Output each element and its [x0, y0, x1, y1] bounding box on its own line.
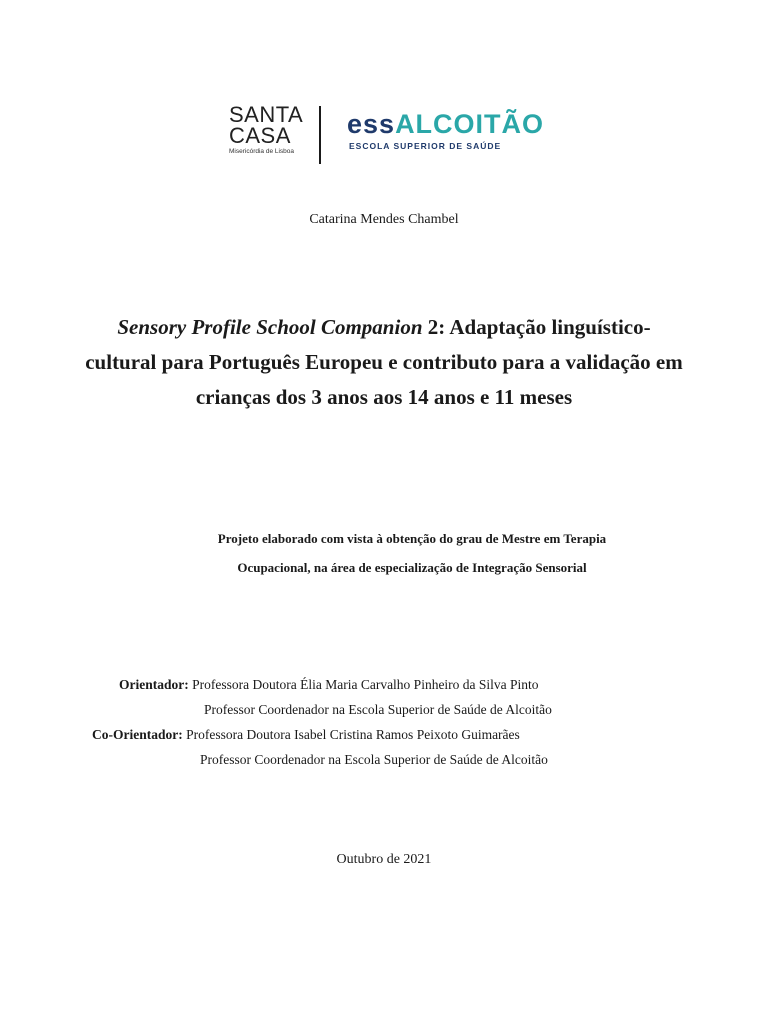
author-name: Catarina Mendes Chambel: [309, 212, 459, 227]
santa-casa-line1: SANTA: [229, 102, 304, 127]
submission-date: Outubro de 2021: [336, 852, 432, 867]
ess-subtitle: ESCOLA SUPERIOR DE SAÚDE: [349, 141, 502, 151]
ess-alcoitao-logo: [347, 110, 544, 151]
ess-name: ALCOITÃO: [395, 109, 545, 139]
coorientador-row: [92, 727, 520, 743]
thesis-title: [84, 310, 684, 415]
thesis-title-rest: 2: Adaptação linguístico-cultural para Português Europeu e contributo para a validação em crianças dos 3 anos aos 14 anos e 11 meses: [85, 315, 683, 409]
orientador-name: Professora Doutora Élia Maria Carvalho Pinheiro da Silva Pinto: [192, 677, 539, 692]
header-logos: [229, 104, 589, 166]
logo-divider: [319, 106, 321, 164]
orientador-label: Orientador:: [119, 677, 189, 692]
santa-casa-logo: [229, 104, 305, 155]
santa-casa-subtitle: Misericórdia de Lisboa: [229, 148, 295, 155]
coorientador-label: Co-Orientador:: [92, 727, 183, 742]
ess-prefix: ess: [347, 109, 396, 139]
santa-casa-line2: CASA: [229, 123, 291, 148]
orientador-row: [119, 677, 539, 693]
thesis-title-italic: Sensory Profile School Companion: [117, 315, 423, 339]
coorientador-role: Professor Coordenador na Escola Superior de Saúde de Alcoitão: [200, 752, 548, 767]
project-description: Projeto elaborado com vista à obtenção do grau de Mestre em Terapia Ocupacional, na área de especialização de Integração Sensorial: [217, 531, 607, 575]
coorientador-name: Professora Doutora Isabel Cristina Ramos Peixoto Guimarães: [186, 727, 520, 742]
orientador-role: Professor Coordenador na Escola Superior de Saúde de Alcoitão: [204, 702, 552, 717]
